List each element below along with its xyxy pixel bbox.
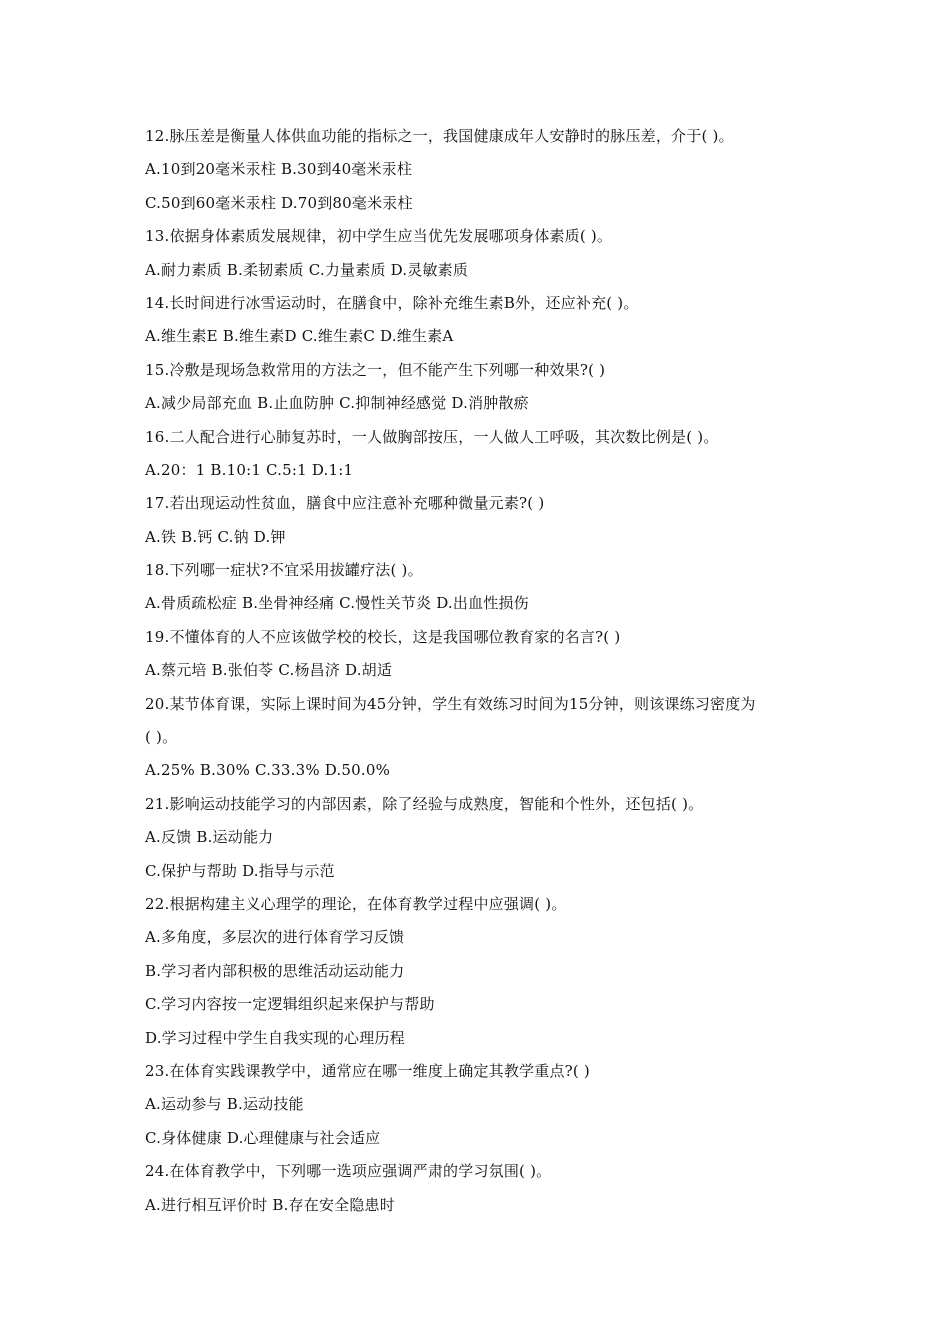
options-12-ab: A.10到20毫米汞柱 B.30到40毫米汞柱: [145, 160, 413, 179]
option-22-a: A.多角度，多层次的进行体育学习反馈: [145, 928, 405, 947]
options-23-cd: C.身体健康 D.心理健康与社会适应: [145, 1128, 381, 1147]
option-22-b: B.学习者内部积极的思维活动运动能力: [145, 961, 405, 980]
question-18: 18.下列哪一症状?不宜采用拔罐疗法( )。: [145, 561, 423, 580]
question-12: 12.脉压差是衡量人体供血功能的指标之一，我国健康成年人安静时的脉压差，介于( )。: [145, 127, 734, 145]
options-21-cd: C.保护与帮助 D.指导与示范: [145, 861, 335, 880]
question-13: 13.依据身体素质发展规律，初中学生应当优先发展哪项身体素质( )。: [145, 227, 613, 246]
options-17: A.铁 B.钙 C.钠 D.钾: [145, 527, 286, 546]
question-16: 16.二人配合进行心肺复苏时，一人做胸部按压，一人做人工呼吸，其次数比例是( )。: [145, 427, 719, 446]
question-19: 19.不懂体育的人不应该做学校的校长，这是我国哪位教育家的名言?( ): [145, 627, 621, 646]
option-22-c: C.学习内容按一定逻辑组织起来保护与帮助: [145, 995, 435, 1014]
question-14: 14.长时间进行冰雪运动时，在膳食中，除补充维生素B外，还应补充( )。: [145, 293, 639, 312]
question-list: [145, 120, 825, 1222]
options-14: A.维生素E B.维生素D C.维生素C D.维生素A: [145, 327, 454, 346]
options-18: A.骨质疏松症 B.坐骨神经痛 C.慢性关节炎 D.出血性损伤: [145, 594, 529, 613]
question-24: 24.在体育教学中，下列哪一选项应强调严肃的学习氛围( )。: [145, 1162, 552, 1181]
question-20-continued: ( )。: [145, 728, 178, 747]
question-23: 23.在体育实践课教学中，通常应在哪一维度上确定其教学重点?( ): [145, 1061, 590, 1080]
options-19: A.蔡元培 B.张伯苓 C.杨昌济 D.胡适: [145, 661, 393, 680]
question-20: 20.某节体育课，实际上课时间为45分钟，学生有效练习时间为15分钟，则该课练习密度为: [145, 694, 756, 713]
options-15: A.减少局部充血 B.止血防肿 C.抑制神经感觉 D.消肿散瘀: [145, 394, 529, 413]
option-22-d: D.学习过程中学生自我实现的心理历程: [145, 1028, 405, 1047]
options-16: A.20：1 B.10:1 C.5:1 D.1:1: [145, 460, 354, 479]
question-21: 21.影响运动技能学习的内部因素，除了经验与成熟度，智能和个性外，还包括( )。: [145, 794, 704, 813]
options-21-ab: A.反馈 B.运动能力: [145, 828, 274, 847]
options-13: A.耐力素质 B.柔韧素质 C.力量素质 D.灵敏素质: [145, 260, 469, 279]
question-22: 22.根据构建主义心理学的理论，在体育教学过程中应强调( )。: [145, 894, 567, 913]
question-17: 17.若出现运动性贫血，膳食中应注意补充哪种微量元素?( ): [145, 494, 545, 513]
options-12-cd: C.50到60毫米汞柱 D.70到80毫米汞柱: [145, 193, 413, 212]
options-23-ab: A.运动参与 B.运动技能: [145, 1095, 304, 1114]
options-24-ab: A.进行相互评价时 B.存在安全隐患时: [145, 1195, 395, 1214]
options-20: A.25% B.30% C.33.3% D.50.0%: [145, 761, 391, 780]
question-15: 15.冷敷是现场急救常用的方法之一，但不能产生下列哪一种效果?( ): [145, 360, 606, 379]
